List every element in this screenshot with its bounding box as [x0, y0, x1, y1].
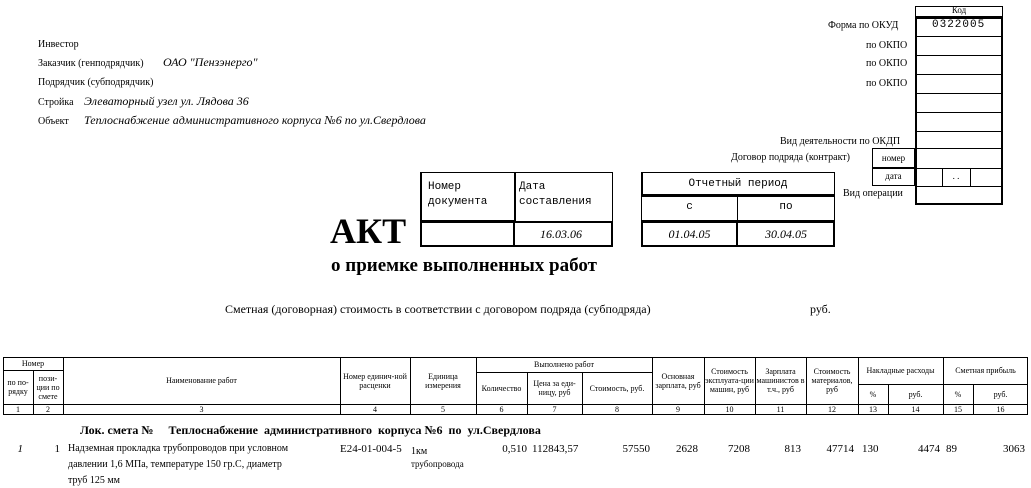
row-mach-salary: 813	[784, 443, 801, 455]
col-num-8: 8	[615, 405, 619, 414]
col-num-2: 2	[46, 405, 50, 414]
col-num-7: 7	[552, 405, 557, 414]
row-salary: 2628	[676, 443, 698, 455]
site-label: Стройка	[38, 97, 74, 108]
header-profit-group: Сметная прибыль	[955, 366, 1016, 375]
period-to-label: по	[779, 201, 793, 213]
header-number-group: Номер	[21, 359, 45, 368]
estimate-text: Сметная (договорная) стоимость в соответствии с договором подряда (субподряда)	[225, 302, 651, 316]
row-price: 112843,57	[532, 443, 579, 455]
row-machine: 7208	[728, 443, 750, 455]
header-col-materials: Стоимость материалов, руб	[811, 367, 853, 394]
header-col-price: Цена за еди-ницу, руб	[533, 379, 576, 397]
header-col-order: по по-рядку	[7, 378, 29, 396]
site-value: Элеваторный узел ул. Лядова 36	[84, 94, 249, 108]
row-unit-line2: трубопровода	[411, 459, 464, 469]
contract-number-label: номер	[881, 153, 906, 163]
col-num-3: 3	[199, 405, 204, 414]
row-order: 1	[17, 443, 23, 455]
period-to-value: 30.04.05	[765, 227, 807, 241]
period-header: Отчетный период	[688, 178, 788, 190]
header-col-rate: Номер единич-ной расценки	[343, 371, 407, 390]
contractor-label: Подрядчик (субподрядчик)	[38, 77, 154, 88]
doc-date-value: 16.03.06	[540, 227, 582, 241]
row-profit-pct: 89	[946, 443, 957, 455]
okpo-investor-label: по ОКПО	[866, 40, 908, 51]
header-col-name: Наименование работ	[166, 376, 237, 385]
doc-number-header: Номер документа	[428, 181, 488, 208]
act-subtitle: о приемке выполненных работ	[331, 255, 597, 276]
okud-value: 0322005	[932, 19, 986, 31]
object-label: Объект	[38, 116, 69, 127]
col-num-10: 10	[725, 405, 734, 414]
col-num-16: 16	[996, 405, 1005, 414]
act-title: АКТ	[330, 211, 407, 251]
investor-label: Инвестор	[38, 39, 79, 50]
header-done-group: Выполнено работ	[533, 360, 594, 369]
row-name-line3: труб 125 мм	[68, 475, 120, 486]
col-num-9: 9	[676, 405, 680, 414]
period-from-value: 01.04.05	[668, 227, 711, 241]
header-col-mach-salary: Зарплата машинистов в т.ч., руб	[756, 367, 805, 394]
col-num-6: 6	[499, 405, 504, 414]
customer-label: Заказчик (генподрядчик)	[38, 58, 144, 69]
row-materials: 47714	[826, 443, 854, 455]
row-profit-rub: 3063	[1003, 443, 1025, 455]
row-pos: 1	[54, 443, 60, 455]
row-unit-line1: 1км	[411, 446, 428, 457]
col-num-15: 15	[954, 405, 962, 414]
row-overhead-rub: 4474	[918, 443, 940, 455]
header-overhead-rub: руб.	[908, 389, 923, 399]
col-num-14: 14	[911, 405, 920, 414]
doc-date-header: Дата составления	[519, 181, 592, 208]
header-col-machine: Стоимость эксплуата-ции машин, руб	[705, 367, 754, 394]
header-col-salary: Основная зарплата, руб	[655, 371, 701, 390]
contract-date-label: дата	[885, 171, 902, 181]
col-num-1: 1	[16, 405, 20, 414]
codes-header: Код	[951, 5, 967, 15]
row-name-line2: давлении 1,6 МПа, температуре 150 гр.С, диаметр	[68, 459, 282, 470]
header-col-cost: Стоимость, руб.	[589, 383, 645, 393]
contract-date-value: . .	[952, 171, 960, 181]
okdp-label: Вид деятельности по ОКДП	[780, 136, 901, 147]
header-profit-rub: руб.	[993, 389, 1008, 399]
customer-value: ОАО "Пензэнерго"	[163, 55, 258, 69]
col-num-13: 13	[869, 405, 877, 414]
row-overhead-pct: 130	[862, 443, 879, 455]
period-from-label: с	[686, 201, 693, 213]
contract-label: Договор подряда (контракт)	[731, 152, 850, 163]
row-cost: 57550	[622, 443, 650, 455]
okpo-contractor-label: по ОКПО	[866, 78, 908, 89]
row-name-line1: Надземная прокладка трубопроводов при условном	[68, 443, 289, 454]
okpo-customer-label: по ОКПО	[866, 58, 908, 69]
row-qty: 0,510	[502, 443, 527, 455]
estimate-unit: руб.	[810, 302, 831, 316]
header-overhead-group: Накладные расходы	[866, 366, 935, 375]
col-num-11: 11	[776, 405, 785, 414]
col-num-5: 5	[441, 405, 445, 414]
header-overhead-pct: %	[869, 389, 877, 399]
col-num-12: 12	[828, 405, 836, 414]
header-profit-pct: %	[954, 389, 962, 399]
col-num-4: 4	[373, 405, 377, 414]
section-title: Лок. смета № Теплоснабжение административного корпуса №6 по ул.Свердлова	[80, 423, 541, 437]
operation-label: Вид операции	[843, 188, 903, 199]
header-col-pos: пози-ции по смете	[36, 373, 60, 401]
header-col-qty: Количество	[481, 383, 522, 393]
object-value: Теплоснабжение административного корпуса №6 по ул.Свердлова	[84, 113, 426, 127]
row-rate: Е24-01-004-5	[340, 443, 402, 455]
doc-number-value-box	[420, 221, 515, 247]
okud-label: Форма по ОКУД	[828, 20, 899, 31]
header-col-unit: Единица измерения	[425, 371, 461, 390]
